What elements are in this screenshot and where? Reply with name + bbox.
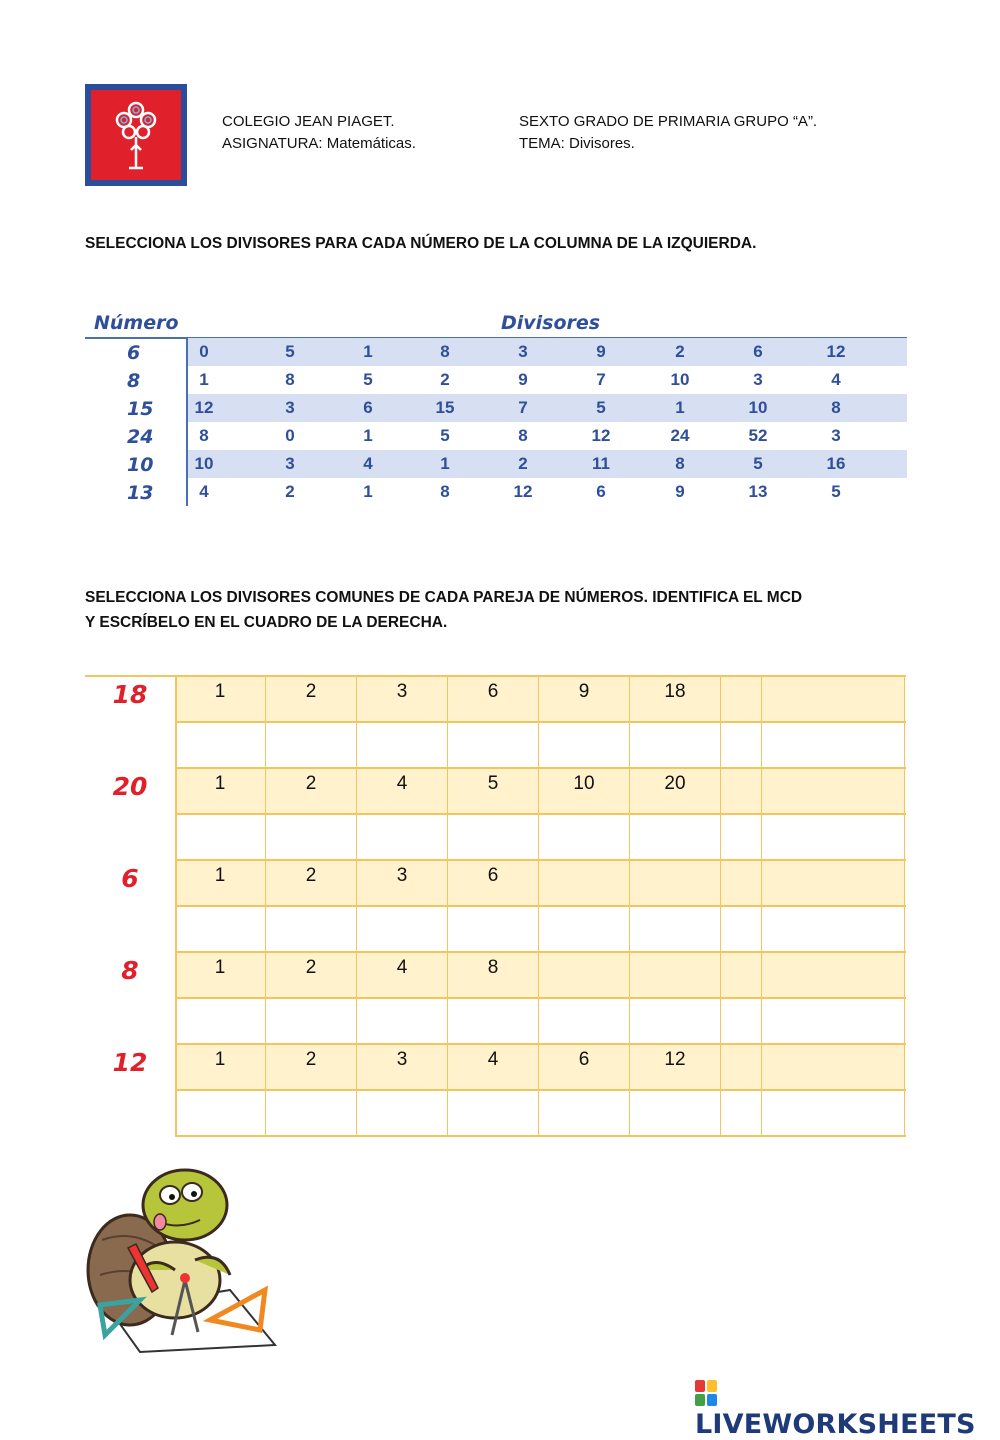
divisor-list-row: [175, 767, 905, 813]
common-divisor-option[interactable]: 10: [539, 767, 630, 813]
common-divisor-option[interactable]: 4: [357, 767, 448, 813]
common-divisor-option[interactable]: 6: [539, 1043, 630, 1089]
mcd-answer-cell[interactable]: [762, 951, 905, 997]
blank-cell: [448, 813, 539, 859]
common-divisor-option[interactable]: 4: [448, 1043, 539, 1089]
common-divisor-option[interactable]: 1: [175, 1043, 266, 1089]
common-divisor-option[interactable]: [630, 951, 721, 997]
blank-row: [175, 997, 905, 1043]
blank-cell: [357, 813, 448, 859]
divisor-option[interactable]: 8: [831, 398, 841, 417]
mcd-answer-cell[interactable]: [762, 767, 905, 813]
divisor-option[interactable]: 2: [285, 482, 295, 501]
divisor-option[interactable]: 9: [675, 482, 685, 501]
pair-number: 20: [112, 772, 148, 801]
row-number: 8: [127, 370, 141, 392]
blank-cell: [762, 997, 905, 1043]
subject: ASIGNATURA: Matemáticas.: [222, 135, 416, 152]
divisor-option[interactable]: 1: [199, 370, 209, 389]
grid-line: [175, 767, 906, 769]
blank-cell: [630, 721, 721, 767]
divisor-option[interactable]: 8: [675, 454, 685, 473]
divisor-row: [85, 366, 907, 394]
mcd-answer-cell[interactable]: [762, 859, 905, 905]
divisor-option[interactable]: 10: [670, 370, 690, 389]
grade: SEXTO GRADO DE PRIMARIA GRUPO “A”.: [519, 113, 818, 130]
divisor-option[interactable]: 2: [675, 342, 685, 361]
pair-number: 6: [121, 864, 139, 893]
grid-left-border: [175, 675, 177, 1136]
common-divisor-option[interactable]: 8: [448, 951, 539, 997]
divisor-option[interactable]: 8: [440, 342, 450, 361]
grid-line: [175, 1135, 906, 1137]
column-header-number: Número: [94, 312, 179, 334]
divisor-option[interactable]: 6: [596, 482, 606, 501]
blank-cell: [762, 1089, 905, 1135]
spacer-cell: [721, 1043, 762, 1089]
divisor-options: [188, 478, 907, 506]
divisor-option[interactable]: 4: [199, 482, 209, 501]
school-logo: [85, 84, 187, 186]
divisor-option[interactable]: 4: [363, 454, 373, 473]
liveworksheets-brand: [695, 1378, 1000, 1440]
section1-instruction: SELECCIONA LOS DIVISORES PARA CADA NÚMERO DE LA COLUMNA DE LA IZQUIERDA.: [85, 235, 757, 252]
section2-instruction: [85, 585, 802, 635]
divisor-option[interactable]: 6: [363, 398, 373, 417]
common-divisor-option[interactable]: 6: [448, 675, 539, 721]
blank-cell: [539, 721, 630, 767]
blank-cell: [539, 1089, 630, 1135]
divisor-option[interactable]: 3: [831, 426, 841, 445]
blank-cell: [630, 905, 721, 951]
blank-cell: [721, 813, 762, 859]
divisor-option[interactable]: 1: [440, 454, 450, 473]
grid-top-border-left: [85, 675, 175, 677]
row-number: 24: [127, 426, 154, 448]
divisor-options: [188, 450, 907, 478]
row-number: 6: [127, 342, 141, 364]
divisor-row: [85, 422, 907, 450]
common-divisor-option[interactable]: 5: [448, 767, 539, 813]
blank-cell: [175, 905, 266, 951]
divisor-option[interactable]: 12: [513, 482, 533, 501]
pair-number: 18: [112, 680, 148, 709]
divisor-option[interactable]: 2: [518, 454, 528, 473]
common-divisor-option[interactable]: 3: [357, 1043, 448, 1089]
common-divisor-option[interactable]: 2: [266, 951, 357, 997]
divisor-option[interactable]: 2: [440, 370, 450, 389]
divisor-list-row: [175, 1043, 905, 1089]
blank-cell: [721, 1089, 762, 1135]
divisor-option[interactable]: 24: [670, 426, 690, 445]
turtle-drawing-icon: [80, 1160, 280, 1360]
divisor-option[interactable]: 13: [748, 482, 768, 501]
common-divisor-option[interactable]: [630, 859, 721, 905]
divisor-option[interactable]: 3: [518, 342, 528, 361]
blank-cell: [762, 813, 905, 859]
divisor-option[interactable]: 8: [440, 482, 450, 501]
blank-row: [175, 1089, 905, 1135]
grid-line: [175, 859, 906, 861]
blank-cell: [175, 813, 266, 859]
divisor-option[interactable]: 3: [285, 398, 295, 417]
blank-cell: [357, 721, 448, 767]
divisor-list-row: [175, 951, 905, 997]
blank-cell: [266, 905, 357, 951]
common-divisor-option[interactable]: 20: [630, 767, 721, 813]
divisor-row: [85, 450, 907, 478]
common-divisor-option[interactable]: 2: [266, 1043, 357, 1089]
common-divisor-option[interactable]: 1: [175, 675, 266, 721]
divisor-option[interactable]: 5: [363, 370, 373, 389]
common-divisor-option[interactable]: 2: [266, 767, 357, 813]
tree-logo-icon: [91, 90, 181, 180]
common-divisor-option[interactable]: 4: [357, 951, 448, 997]
divisor-option[interactable]: 12: [194, 398, 214, 417]
grid-line: [175, 1043, 906, 1045]
divisor-option[interactable]: 5: [440, 426, 450, 445]
turtle-illustration: [80, 1160, 280, 1360]
blank-cell: [721, 721, 762, 767]
divisor-option[interactable]: 1: [363, 482, 373, 501]
grid-line: [175, 675, 906, 677]
common-divisor-option[interactable]: 3: [357, 675, 448, 721]
column-header-divisors: Divisores: [501, 312, 601, 334]
divisor-option[interactable]: 3: [753, 370, 763, 389]
common-divisor-option[interactable]: 2: [266, 859, 357, 905]
blank-cell: [630, 813, 721, 859]
header-grade-block: [519, 111, 817, 155]
blank-cell: [762, 905, 905, 951]
common-divisor-option[interactable]: 1: [175, 951, 266, 997]
divisor-row: [85, 478, 907, 506]
divisor-option[interactable]: 10: [748, 398, 768, 417]
divisor-option[interactable]: 8: [199, 426, 209, 445]
divisor-option[interactable]: 9: [518, 370, 528, 389]
divisor-option[interactable]: 8: [518, 426, 528, 445]
mcd-answer-cell[interactable]: [762, 1043, 905, 1089]
divisor-option[interactable]: 9: [596, 342, 606, 361]
mcd-answer-cell[interactable]: [762, 675, 905, 721]
divisor-options: [188, 422, 907, 450]
divisor-list-row: [175, 859, 905, 905]
divisor-option[interactable]: 12: [826, 342, 846, 361]
divisor-option[interactable]: 1: [675, 398, 685, 417]
spacer-cell: [721, 675, 762, 721]
common-divisors-grid: [85, 675, 906, 1136]
blank-cell: [630, 1089, 721, 1135]
grid-line: [175, 997, 906, 999]
divisor-option[interactable]: 10: [194, 454, 214, 473]
common-divisor-option[interactable]: [539, 951, 630, 997]
live-logo-icon: [695, 1380, 717, 1406]
blank-cell: [357, 1089, 448, 1135]
grid-line: [175, 905, 906, 907]
common-divisor-option[interactable]: 1: [175, 859, 266, 905]
divisor-option[interactable]: 16: [826, 454, 846, 473]
pair-number: 8: [121, 956, 139, 985]
spacer-cell: [721, 859, 762, 905]
divisor-options: [188, 338, 907, 366]
blank-cell: [630, 997, 721, 1043]
divisor-option[interactable]: 0: [285, 426, 295, 445]
divisor-option[interactable]: 15: [435, 398, 455, 417]
divisor-option[interactable]: 5: [753, 454, 763, 473]
common-divisor-option[interactable]: 18: [630, 675, 721, 721]
grid-line: [175, 813, 906, 815]
divisor-option[interactable]: 1: [363, 342, 373, 361]
divisor-option[interactable]: 7: [596, 370, 606, 389]
brand-text: LIVEWORKSHEETS: [695, 1409, 976, 1440]
blank-cell: [448, 721, 539, 767]
row-number: 10: [127, 454, 154, 476]
divisor-option[interactable]: 5: [596, 398, 606, 417]
common-divisor-option[interactable]: 3: [357, 859, 448, 905]
section2-instruction-line2: Y ESCRÍBELO EN EL CUADRO DE LA DERECHA.: [85, 614, 448, 631]
divisor-option[interactable]: 11: [592, 454, 610, 473]
divisor-list-row: [175, 675, 905, 721]
row-number: 15: [127, 398, 154, 420]
common-divisor-option[interactable]: 6: [448, 859, 539, 905]
common-divisor-option[interactable]: 2: [266, 675, 357, 721]
blank-cell: [448, 905, 539, 951]
blank-cell: [721, 997, 762, 1043]
blank-cell: [266, 813, 357, 859]
common-divisor-option[interactable]: [539, 859, 630, 905]
divisor-option[interactable]: 7: [518, 398, 528, 417]
pair-number: 12: [112, 1048, 148, 1077]
section2-instruction-line1: SELECCIONA LOS DIVISORES COMUNES DE CADA PAREJA DE NÚMEROS. IDENTIFICA EL MCD: [85, 589, 803, 606]
divisor-options: [188, 394, 907, 422]
school-name: COLEGIO JEAN PIAGET.: [222, 113, 395, 130]
number-column-divider: [186, 338, 188, 506]
divisor-option[interactable]: 6: [753, 342, 763, 361]
blank-cell: [721, 905, 762, 951]
divisor-option[interactable]: 5: [831, 482, 841, 501]
divisor-option[interactable]: 52: [748, 426, 768, 445]
blank-cell: [266, 721, 357, 767]
spacer-cell: [721, 951, 762, 997]
header-school-block: [222, 111, 416, 155]
divisor-row: [85, 338, 907, 366]
divisor-option[interactable]: 1: [363, 426, 373, 445]
blank-cell: [175, 997, 266, 1043]
topic: TEMA: Divisores.: [519, 135, 635, 152]
blank-row: [175, 721, 905, 767]
divisor-option[interactable]: 3: [285, 454, 295, 473]
blank-cell: [539, 997, 630, 1043]
blank-cell: [175, 721, 266, 767]
divisor-row: [85, 394, 907, 422]
blank-row: [175, 813, 905, 859]
blank-cell: [762, 721, 905, 767]
blank-cell: [357, 997, 448, 1043]
divisor-options: [188, 366, 907, 394]
divisor-option[interactable]: 12: [591, 426, 611, 445]
grid-line: [175, 951, 906, 953]
divisor-option[interactable]: 4: [831, 370, 841, 389]
common-divisor-option[interactable]: 9: [539, 675, 630, 721]
common-divisor-option[interactable]: 12: [630, 1043, 721, 1089]
blank-cell: [539, 905, 630, 951]
grid-line: [175, 721, 906, 723]
blank-cell: [266, 997, 357, 1043]
grid-line: [175, 1089, 906, 1091]
divisor-option[interactable]: 5: [285, 342, 295, 361]
blank-row: [175, 905, 905, 951]
divisor-option[interactable]: 0: [199, 342, 209, 361]
blank-cell: [266, 1089, 357, 1135]
blank-cell: [539, 813, 630, 859]
blank-cell: [357, 905, 448, 951]
divisor-option[interactable]: 8: [285, 370, 295, 389]
row-number: 13: [127, 482, 154, 504]
spacer-cell: [721, 767, 762, 813]
blank-cell: [175, 1089, 266, 1135]
common-divisor-option[interactable]: 1: [175, 767, 266, 813]
blank-cell: [448, 997, 539, 1043]
blank-cell: [448, 1089, 539, 1135]
